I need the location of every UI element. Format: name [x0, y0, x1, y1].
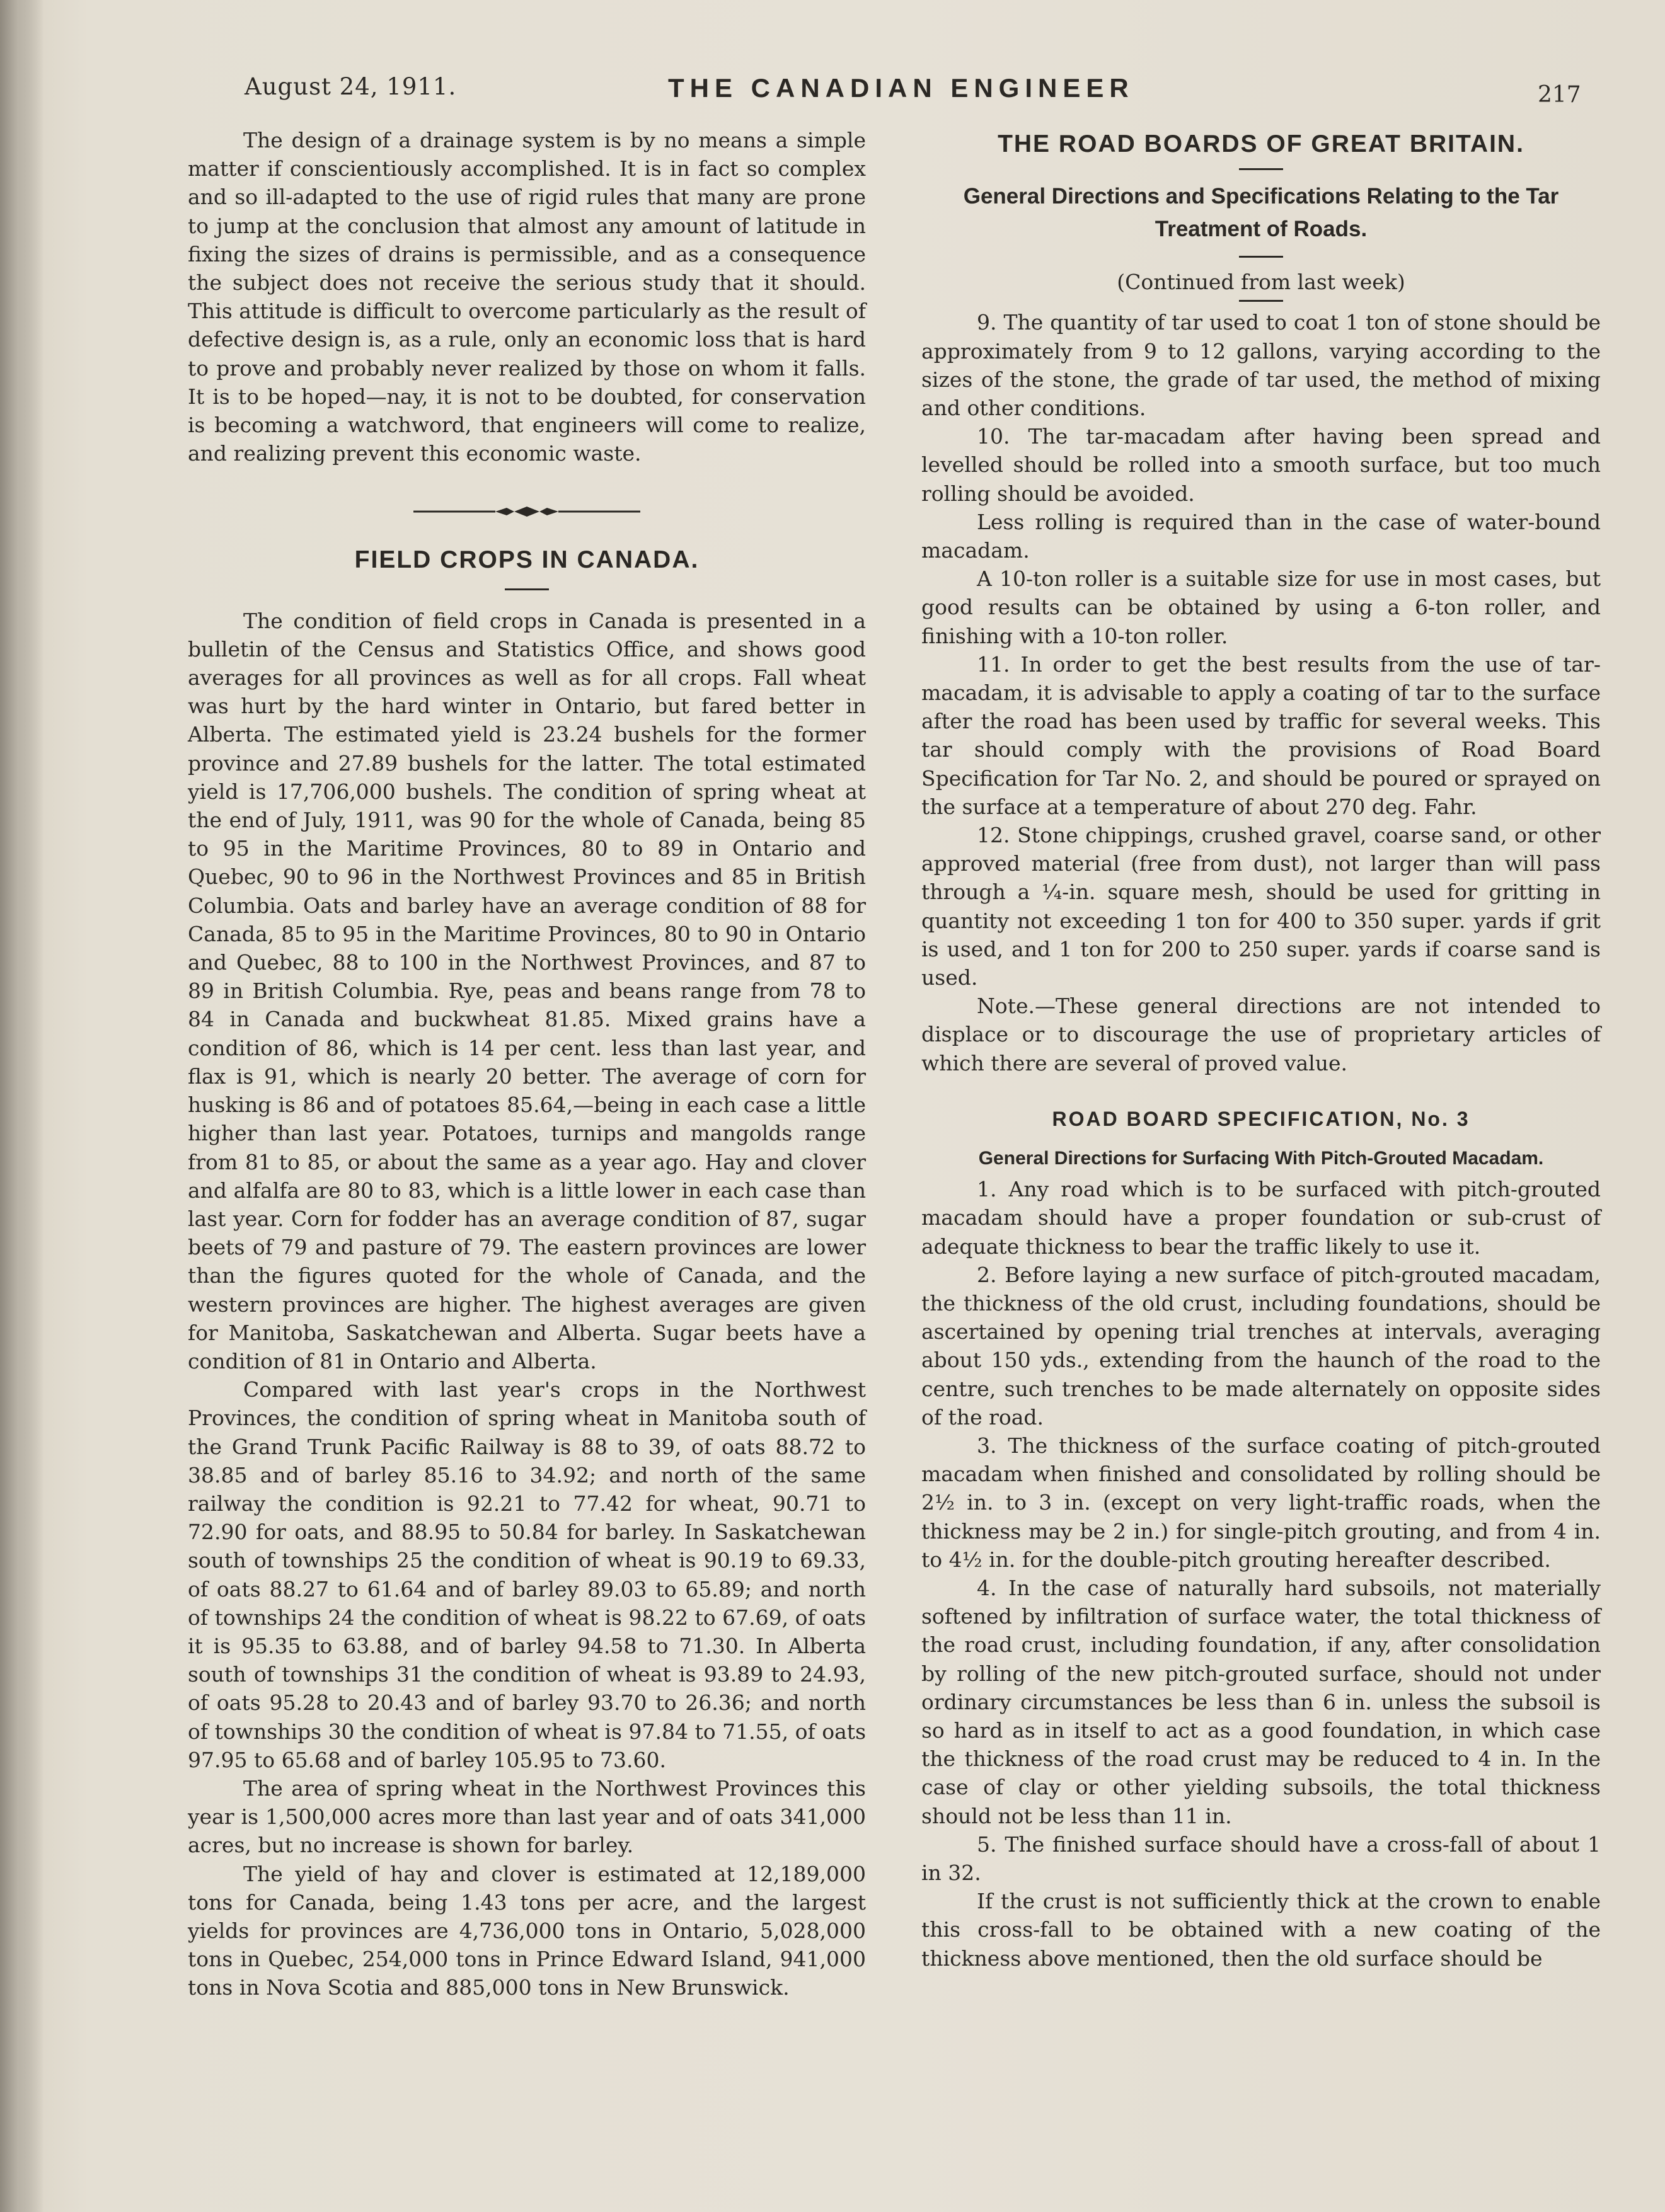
road-paragraph-10: 10. The tar-macadam after having been spread and levelled should be rolled into a smooth surface, but too much rolling should be avoided.	[921, 424, 1601, 506]
field-crops-title: FIELD CROPS IN CANADA.	[354, 546, 700, 574]
spec-paragraph-5: 5. The finished surface should have a cross-fall of about 1 in 32.	[921, 1831, 1601, 1885]
specification-subtitle: General Directions for Surfacing With Pitch-Grouted Macadam.	[978, 1148, 1544, 1169]
road-paragraph-note: Note.—These general directions are not intended to displace or to discourage the use of proprietary articles of which there are several of proved value.	[921, 994, 1601, 1075]
specification-title: ROAD BOARD SPECIFICATION, No. 3	[1052, 1107, 1470, 1130]
field-crops-paragraph-3: The area of spring wheat in the Northwest Provinces this year is 1,500,000 acres more than last year and of oats 341,000 acres, but no increase is shown for barley.	[188, 1775, 866, 1858]
continued-note: (Continued from last week)	[1117, 270, 1405, 295]
issue-date: August 24, 1911.	[245, 73, 457, 100]
field-crops-paragraph-4: The yield of hay and clover is estimated at 12,189,000 tons for Canada, being 1.43 tons per acre, and the largest yields for provinces are 4,736,000 tons in Ontario, 5,028,000 tons in Quebec, 254,000 tons in Prince Edward Island, 941,000 tons in Nova Scotia and 885,000 tons in New Brunswick.	[188, 1861, 866, 2000]
page-number: 217	[1538, 82, 1581, 108]
road-boards-subtitle: General Directions and Specifications Relating to the Tar Treatment of Roads.	[963, 184, 1559, 242]
subtitle-rule	[1239, 256, 1283, 258]
road-boards-title: THE ROAD BOARDS OF GREAT BRITAIN.	[998, 130, 1524, 158]
spec-paragraph-2: 2. Before laying a new surface of pitch-grouted macadam, the thickness of the old crust, including foundations, should be ascertained by opening trial trenches at intervals, averaging about 150 yds., extending from the haunch of the road to the centre, such trenches to be made alternately on opposite sides of the road.	[921, 1262, 1601, 1430]
running-header	[0, 68, 1665, 118]
road-paragraph-11: 11. In order to get the best results from the use of tar-macadam, it is advisable to apply a coating of tar to the surface after the road has been used by traffic for several weeks. This tar should comply with the provisions of Road Board Specification for Tar No. 2, and should be poured or sprayed on the surface at a temperature of about 270 deg. Fahr.	[921, 651, 1601, 819]
title-rule	[505, 588, 549, 590]
ornament-divider-icon	[413, 505, 640, 518]
journal-title: THE CANADIAN ENGINEER	[668, 73, 1134, 103]
spec-paragraph-crown: If the crust is not sufficiently thick at the crown to enable this cross-fall to be obtained with a new coating of the thickness above mentioned, then the old surface should be	[921, 1889, 1601, 1971]
road-paragraph-roller: A 10-ton roller is a suitable size for use in most cases, but good results can be obtained by using a 6-ton roller, and finishing with a 10-ton roller.	[921, 566, 1601, 648]
field-crops-paragraph-1: The condition of field crops in Canada is presented in a bulletin of the Census and Statistics Office, and shows good averages for all provinces as well as for all crops. Fall wheat was hurt by the hard winter in Ontario, but fared better in Alberta. The estimated yield is 23.24 bushels for the former province and 27.89 bushels for the latter. The total estimated yield is 17,706,000 bushels. The condition of spring wheat at the end of July, 1911, was 90 for the whole of Canada, being 85 to 95 in the Maritime Provinces, 80 to 89 in Ontario and Quebec, 90 to 96 in the Northwest Provinces and 85 in British Columbia. Oats and barley have an average condition of 88 for Canada, 85 to 95 in the Maritime Provinces, 80 to 90 in Ontario and Quebec, 88 to 100 in the Northwest Provinces, and 87 to 89 in British Columbia. Rye, peas and beans range from 78 to 84 in Canada and buckwheat 81.85. Mixed grains have a condition of 86, which is 14 per cent. less than last year, and flax is 91, which is nearly 20 better. The average of corn for husking is 86 and of potatoes 85.64,—being in each case a little higher than last year. Potatoes, turnips and mangolds range from 81 to 85, or about the same as a year ago. Hay and clover and alfalfa are 80 to 83, which is a little lower in each case than last year. Corn for fodder has an average condition of 87, sugar beets of 79 and pasture of 79. The eastern provinces are lower than the figures quoted for the whole of Canada, and the western provinces are higher. The highest averages are given for Manitoba, Saskatchewan and Alberta. Sugar beets have a condition of 81 in Ontario and Alberta.	[188, 608, 866, 1373]
title-rule	[1239, 168, 1283, 170]
right-column	[921, 126, 1601, 1973]
spec-paragraph-1: 1. Any road which is to be surfaced with pitch-grouted macadam should have a proper foundation or sub-crust of adequate thickness to bear the traffic likely to use it.	[921, 1177, 1601, 1259]
continued-rule	[1239, 300, 1283, 302]
road-paragraph-9: 9. The quantity of tar used to coat 1 ton of stone should be approximately from 9 to 12 gallons, varying according to the sizes of the stone, the grade of tar used, the method of mixing and other conditions.	[921, 310, 1601, 421]
road-paragraph-12: 12. Stone chippings, crushed gravel, coarse sand, or other approved material (free from dust), not larger than will pass through a ¼-in. square mesh, should be used for gritting in quantity not exceeding 1 ton for 400 to 350 super. yards if grit is used, and 1 ton for 200 to 250 super. yards if coarse sand is used.	[921, 823, 1601, 990]
binding-gutter	[0, 0, 44, 2212]
spec-paragraph-4: 4. In the case of naturally hard subsoils, not materially softened by infiltration of surface water, the total thickness of the road crust, including foundation, if any, after consolidation by rolling of the new pitch-grouted surface, should not under ordinary circumstances be less than 6 in. unless the subsoil is so hard as in itself to act as a good foundation, in which case the thickness of the road crust may be reduced to 4 in. In the case of clay or other yielding subsoils, the total thickness should not be less than 11 in.	[921, 1575, 1601, 1828]
drainage-paragraph: The design of a drainage system is by no means a simple matter if conscientiously accomplished. It is in fact so complex and so ill-adapted to the use of rigid rules that many are prone to jump at the conclusion that almost any amount of latitude in fixing the sizes of drains is permissible, and as a consequence the subject does not receive the serious study that it should. This attitude is difficult to overcome particularly as the result of defective design is, as a rule, only an economic loss that is hard to prove and probably never realized by those on whom it falls. It is to be hoped—nay, it is not to be doubted, for conservation is becoming a watchword, that engineers will come to realize, and realizing prevent this economic waste.	[188, 128, 866, 466]
road-paragraph-rolling: Less rolling is required than in the case of water-bound macadam.	[921, 509, 1601, 563]
left-column	[188, 126, 866, 2002]
spec-paragraph-3: 3. The thickness of the surface coating of pitch-grouted macadam when finished and consolidated by rolling should be 2½ in. to 3 in. (except on very light-traffic roads, when the thickness may be 2 in.) for single-pitch grouting, and from 4 in. to 4½ in. for the double-pitch grouting hereafter described.	[921, 1433, 1601, 1572]
field-crops-paragraph-2: Compared with last year's crops in the Northwest Provinces, the condition of spring wheat in Manitoba south of the Grand Trunk Pacific Railway is 88 to 39, of oats 88.72 to 38.85 and of barley 85.16 to 34.92; and north of the same railway the condition is 92.21 to 77.42 for wheat, 90.71 to 72.90 for oats, and 88.95 to 50.84 for barley. In Saskatchewan south of townships 25 the condition of wheat is 90.19 to 69.33, of oats 88.27 to 61.64 and of barley 89.03 to 65.89; and north of townships 24 the condition of wheat is 98.22 to 67.69, of oats it is 95.35 to 63.88, and of barley 94.58 to 71.30. In Alberta south of townships 31 the condition of wheat is 93.89 to 24.93, of oats 95.28 to 20.43 and of barley 93.70 to 26.36; and north of townships 30 the condition of wheat is 97.84 to 71.55, of oats 97.95 to 65.68 and of barley 105.95 to 73.60.	[188, 1377, 866, 1772]
